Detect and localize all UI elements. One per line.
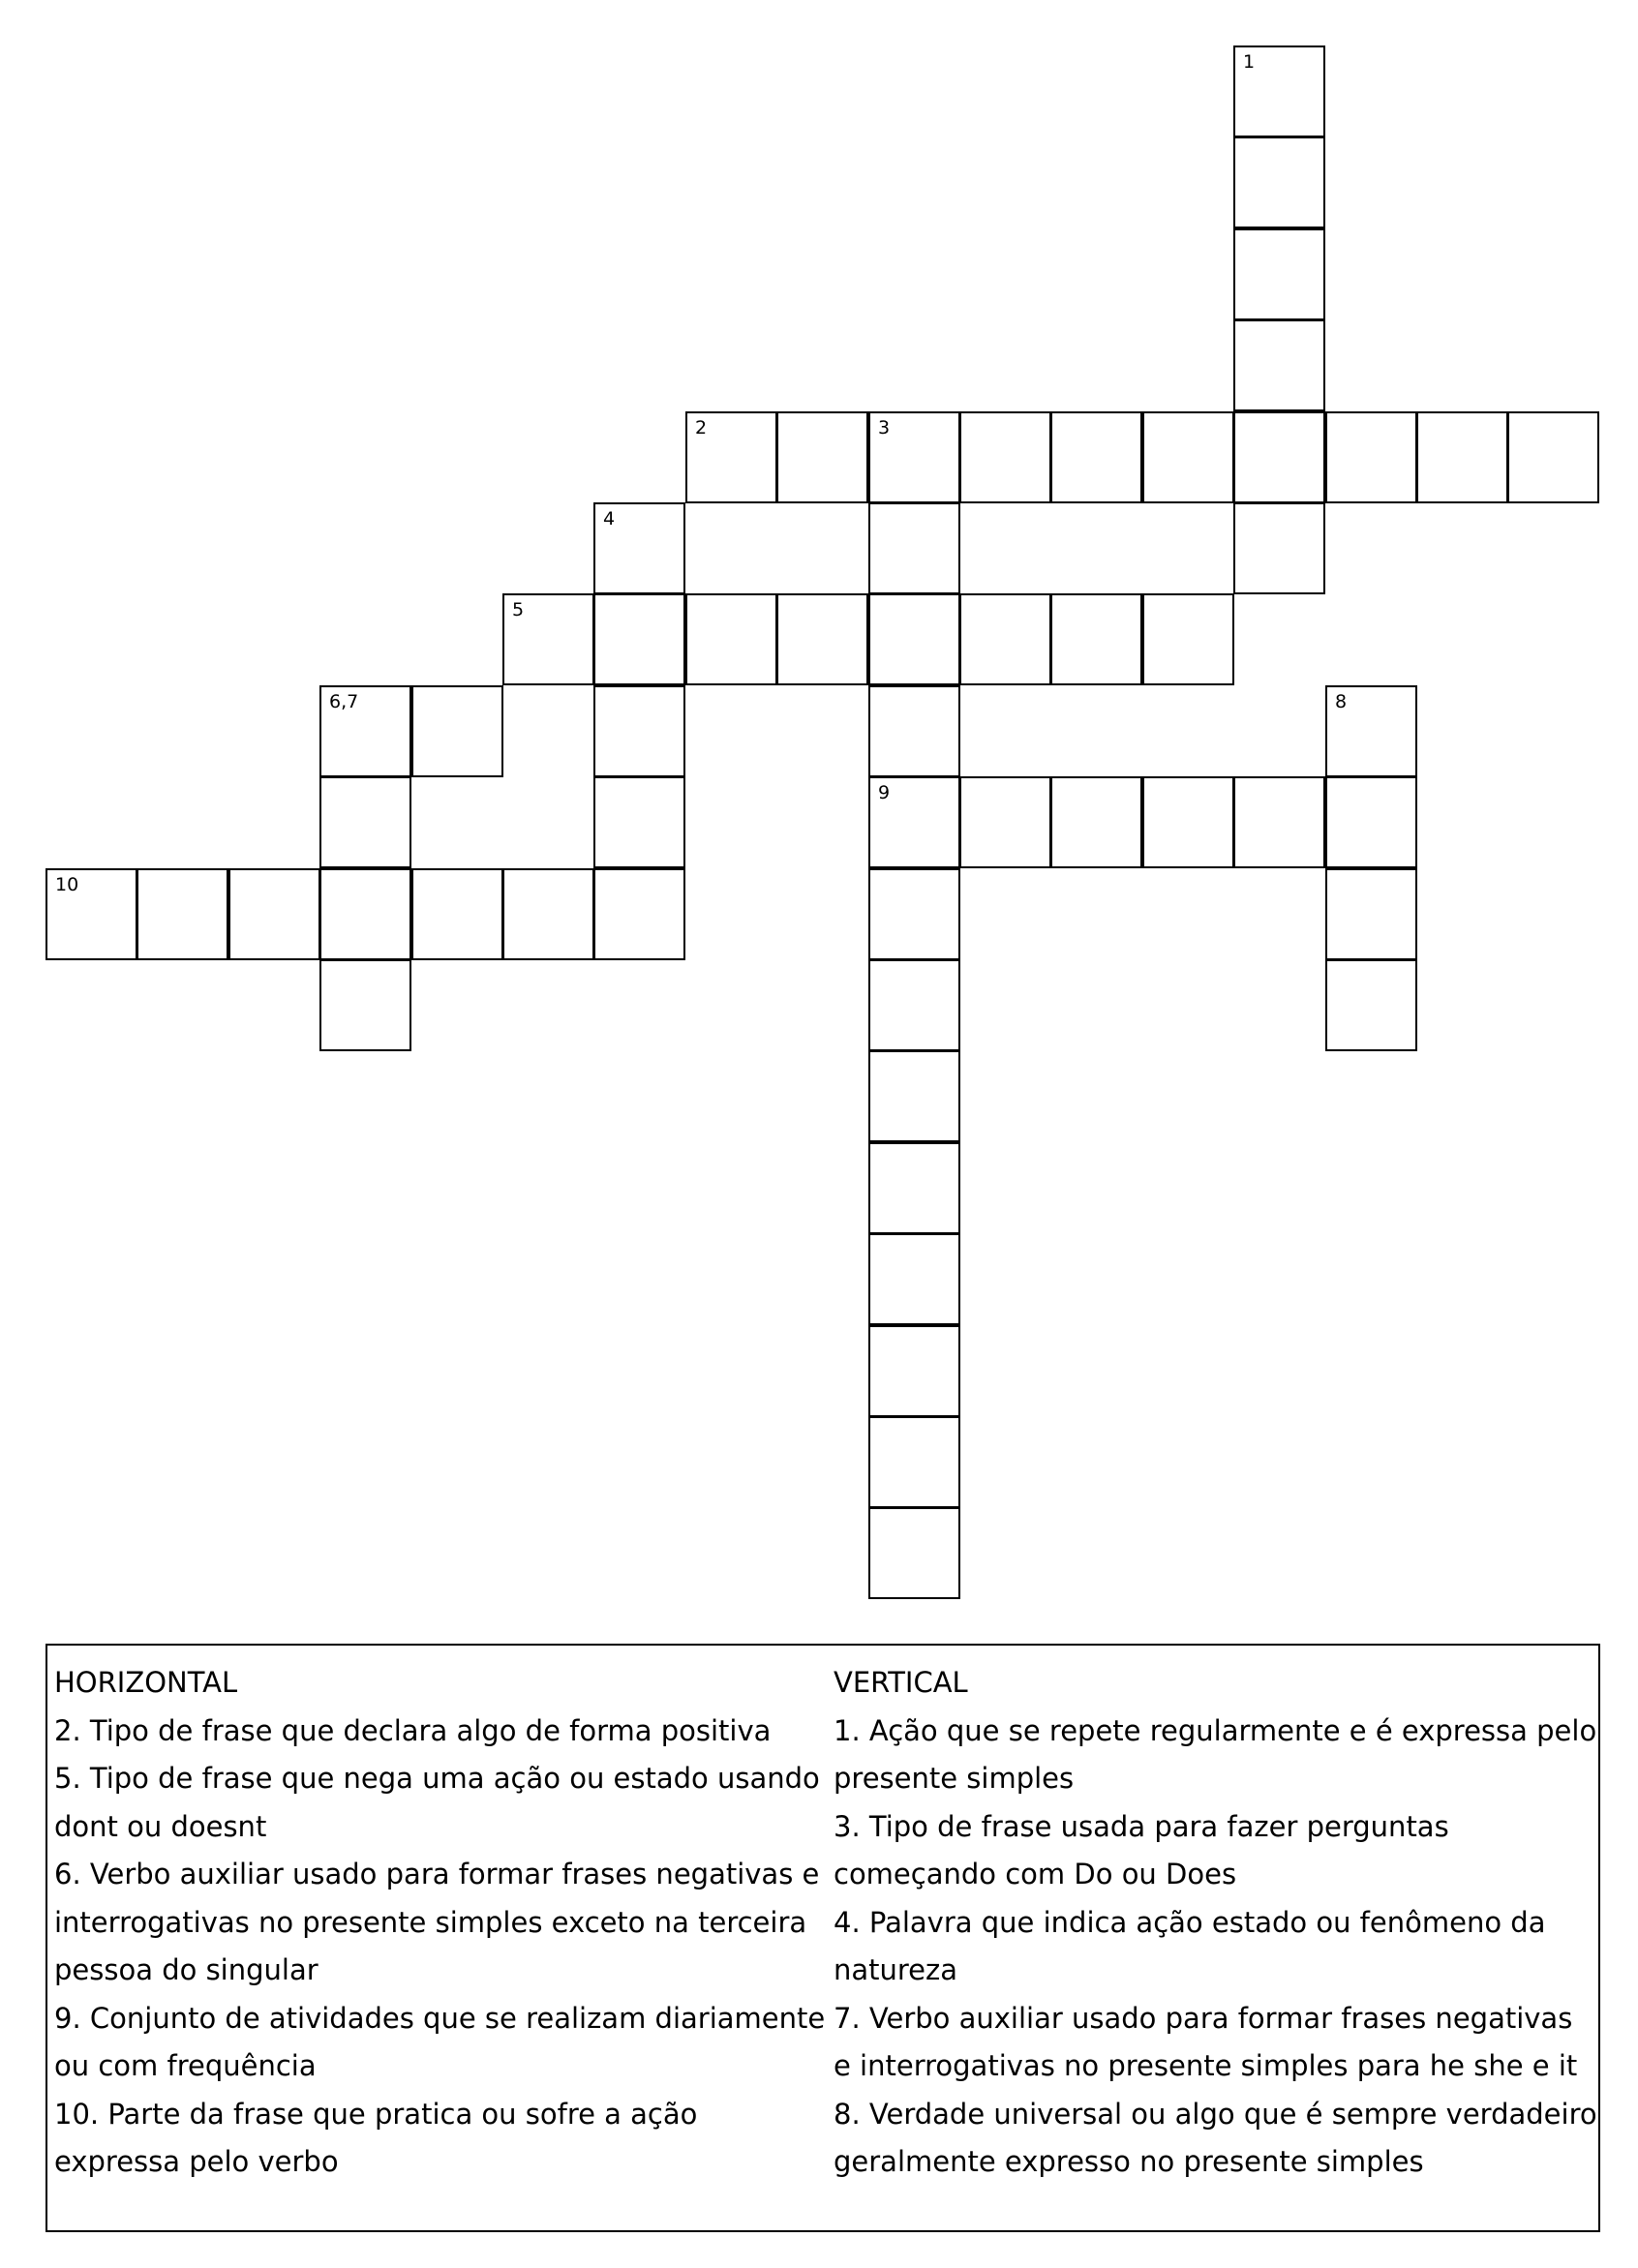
clue-h-5: 5. Tipo de frase que nega uma ação ou estado usando dont ou doesnt [54, 1762, 820, 1843]
crossword-cell[interactable] [1325, 959, 1417, 1051]
crossword-cell[interactable] [1233, 228, 1325, 320]
vertical-title: VERTICAL [834, 1666, 968, 1699]
vertical-clues [834, 1659, 1598, 2187]
crossword-cell[interactable] [1142, 411, 1234, 503]
crossword-cell[interactable] [868, 1050, 960, 1142]
crossword-cell[interactable] [593, 593, 685, 685]
clue-number: 5 [512, 599, 525, 620]
clue-v-1: 1. Ação que se repete regularmente e é expressa pelo presente simples [834, 1713, 1597, 1795]
horizontal-clues [54, 1659, 829, 2187]
clue-number: 9 [878, 782, 891, 803]
crossword-cell[interactable] [1233, 136, 1325, 228]
crossword-cell[interactable] [1050, 776, 1142, 868]
crossword-cell[interactable] [1050, 411, 1142, 503]
crossword-cell[interactable] [502, 593, 594, 685]
crossword-cell[interactable] [319, 868, 411, 960]
clue-number: 3 [878, 417, 891, 438]
crossword-cell[interactable] [1416, 411, 1508, 503]
horizontal-title: HORIZONTAL [54, 1666, 238, 1699]
crossword-cell[interactable] [868, 685, 960, 777]
crossword-cell[interactable] [868, 1142, 960, 1234]
crossword-cell[interactable] [868, 868, 960, 960]
clue-number: 8 [1335, 691, 1348, 712]
crossword-cell[interactable] [868, 411, 960, 503]
clue-number: 10 [55, 874, 79, 895]
crossword-cell[interactable] [868, 1325, 960, 1417]
clue-h-2: 2. Tipo de frase que declara algo de forma positiva [54, 1713, 772, 1747]
crossword-cell[interactable] [46, 868, 137, 960]
crossword-cell[interactable] [685, 411, 777, 503]
clue-number: 2 [695, 417, 708, 438]
crossword-cell[interactable] [1233, 502, 1325, 594]
crossword-cell[interactable] [228, 868, 320, 960]
crossword-cell[interactable] [593, 502, 685, 594]
crossword-cell[interactable] [1142, 776, 1234, 868]
crossword-cell[interactable] [1233, 776, 1325, 868]
crossword-cell[interactable] [1325, 411, 1417, 503]
crossword-cell[interactable] [868, 593, 960, 685]
crossword-cell[interactable] [1233, 45, 1325, 137]
crossword-cell[interactable] [868, 1233, 960, 1325]
crossword-cell[interactable] [411, 685, 503, 777]
crossword-cell[interactable] [685, 593, 777, 685]
crossword-cell[interactable] [1050, 593, 1142, 685]
clue-v-7: 7. Verbo auxiliar usado para formar frases negativas e interrogativas no presente simples para he she e it [834, 2001, 1578, 2082]
crossword-cell[interactable] [319, 685, 411, 777]
clue-h-10: 10. Parte da frase que pratica ou sofre a ação expressa pelo verbo [54, 2097, 698, 2178]
crossword-cell[interactable] [593, 868, 685, 960]
crossword-cell[interactable] [868, 776, 960, 868]
clues-box [46, 1644, 1600, 2232]
crossword-cell[interactable] [411, 868, 503, 960]
crossword-cell[interactable] [868, 959, 960, 1051]
clue-number: 6,7 [329, 691, 359, 712]
crossword-cell[interactable] [868, 1416, 960, 1508]
crossword-cell[interactable] [319, 776, 411, 868]
crossword-cell[interactable] [868, 502, 960, 594]
clue-v-3: 3. Tipo de frase usada para fazer perguntas começando com Do ou Does [834, 1809, 1449, 1890]
crossword-cell[interactable] [776, 411, 868, 503]
clue-number: 4 [603, 508, 616, 529]
clue-v-4: 4. Palavra que indica ação estado ou fenômeno da natureza [834, 1905, 1546, 1986]
clue-v-8: 8. Verdade universal ou algo que é sempre verdadeiro geralmente expresso no presente simples [834, 2097, 1597, 2178]
crossword-cell[interactable] [593, 776, 685, 868]
clue-number: 1 [1243, 51, 1256, 73]
crossword-cell[interactable] [959, 411, 1051, 503]
crossword-cell[interactable] [502, 868, 594, 960]
clue-h-6: 6. Verbo auxiliar usado para formar frases negativas e interrogativas no presente simples exceto na terceira pessoa do singular [54, 1858, 820, 1986]
crossword-cell[interactable] [1233, 319, 1325, 411]
crossword-cell[interactable] [593, 685, 685, 777]
crossword-cell[interactable] [136, 868, 228, 960]
crossword-cell[interactable] [1142, 593, 1234, 685]
crossword-cell[interactable] [1325, 776, 1417, 868]
crossword-cell[interactable] [959, 593, 1051, 685]
clue-h-9: 9. Conjunto de atividades que se realizam diariamente ou com frequência [54, 2001, 826, 2082]
crossword-cell[interactable] [1325, 685, 1417, 777]
crossword-cell[interactable] [868, 1507, 960, 1599]
crossword-cell[interactable] [959, 776, 1051, 868]
crossword-cell[interactable] [776, 593, 868, 685]
crossword-cell[interactable] [319, 959, 411, 1051]
crossword-cell[interactable] [1233, 411, 1325, 503]
crossword-cell[interactable] [1325, 868, 1417, 960]
crossword-cell[interactable] [1507, 411, 1599, 503]
